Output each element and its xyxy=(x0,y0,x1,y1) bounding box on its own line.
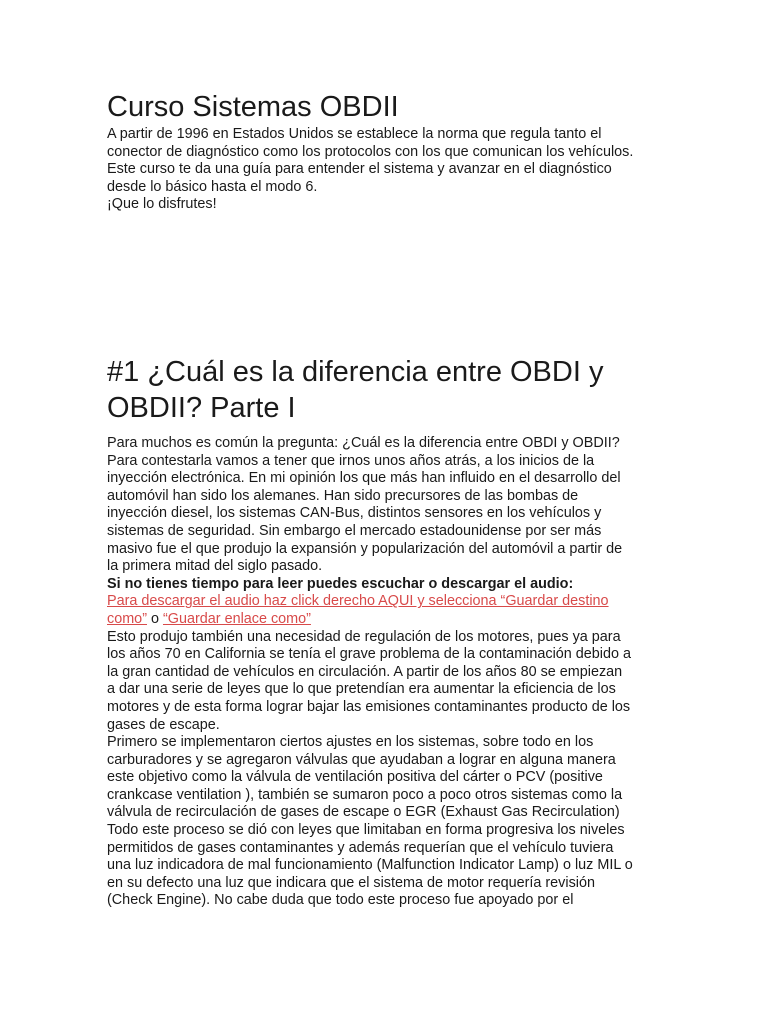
body-line: inyección electrónica. En mi opinión los que más han influido en el desarrollo del xyxy=(107,470,621,487)
guardar-enlace-link[interactable]: “Guardar enlace como” xyxy=(162,610,311,627)
section-title-line: OBDII? Parte I xyxy=(107,392,296,424)
document-title: Curso Sistemas OBDII xyxy=(107,91,399,123)
body-line: carburadores y se agregaron válvulas que ayudaban a lograr en alguna manera xyxy=(107,751,616,768)
body-line: crankcase ventilation ), también se sumaron poco a poco otros sistemas como la xyxy=(107,786,623,803)
body-line: gases de escape. xyxy=(107,716,220,733)
intro-line: A partir de 1996 en Estados Unidos se establece la norma que regula tanto el xyxy=(107,126,602,142)
body-line: sistemas de seguridad. Sin embargo el mercado estadounidense por ser más xyxy=(107,522,602,539)
guardar-destino-link[interactable]: como” xyxy=(107,610,147,627)
intro-line: ¡Que lo disfrutes! xyxy=(107,196,217,213)
body-line: Primero se implementaron ciertos ajustes en los sistemas, sobre todo en los xyxy=(107,734,594,751)
body-line: (Check Engine). No cabe duda que todo este proceso fue apoyado por el xyxy=(107,892,574,909)
intro-paragraph xyxy=(107,126,667,214)
body-line: una luz indicadora de mal funcionamiento (Malfunction Indicator Lamp) o luz MIL o xyxy=(107,857,633,874)
body-line: en su defecto una luz que indicara que el sistema de motor requería revisión xyxy=(107,874,595,891)
body-line: masivo fue el que produjo la expansión y popularización del automóvil a partir de xyxy=(107,540,623,557)
body-line: inyección diesel, los sistemas CAN-Bus, distintos sensores en los vehículos y xyxy=(107,505,602,522)
intro-line: conector de diagnóstico como los protocolos con los que comunican los vehículos. xyxy=(107,143,634,160)
intro-line: Este curso te da una guía para entender el sistema y avanzar en el diagnóstico xyxy=(107,161,612,178)
body-line: Para muchos es común la pregunta: ¿Cuál es la diferencia entre OBDI y OBDII? xyxy=(107,435,620,451)
body-line: automóvil han sido los alemanes. Han sido precursores de las bombas de xyxy=(107,487,579,504)
body-line: la primera mitad del siglo pasado. xyxy=(107,558,323,575)
section-body xyxy=(107,435,667,910)
section-title xyxy=(107,354,667,426)
audio-heading: Si no tienes tiempo para leer puedes escuchar o descargar el audio: xyxy=(107,575,574,592)
intro-line: desde lo básico hasta el modo 6. xyxy=(107,178,318,195)
download-audio-link[interactable]: Para descargar el audio haz click derecho AQUI y selecciona “Guardar destino xyxy=(107,593,609,610)
body-line: a dar una serie de leyes que lo que pretendían era aumentar la eficiencia de los xyxy=(107,681,616,698)
body-line: la gran cantidad de vehículos en circulación. A partir de los años 80 se empiezan xyxy=(107,663,623,680)
section-title-line: #1 ¿Cuál es la diferencia entre OBDI y xyxy=(107,356,604,388)
body-line: permitidos de gases contaminantes y además requerían que el vehículo tuviera xyxy=(107,839,614,856)
body-line: válvula de recirculación de gases de escape o EGR (Exhaust Gas Recirculation) xyxy=(107,804,620,821)
body-line: Todo este proceso se dió con leyes que limitaban en forma progresiva los niveles xyxy=(107,822,625,839)
body-line: los años 70 en California se tenía el grave problema de la contaminación debido a xyxy=(107,646,631,663)
link-separator: o xyxy=(146,610,163,627)
body-line: este objetivo como la válvula de ventilación positiva del cárter o PCV (positive xyxy=(107,769,603,786)
body-line: Esto produjo también una necesidad de regulación de los motores, pues ya para xyxy=(107,628,621,645)
body-line: Para contestarla vamos a tener que irnos unos años atrás, a los inicios de la xyxy=(107,452,595,469)
body-line: motores y de esta forma lograr bajar las emisiones contaminantes producto de los xyxy=(107,698,631,715)
